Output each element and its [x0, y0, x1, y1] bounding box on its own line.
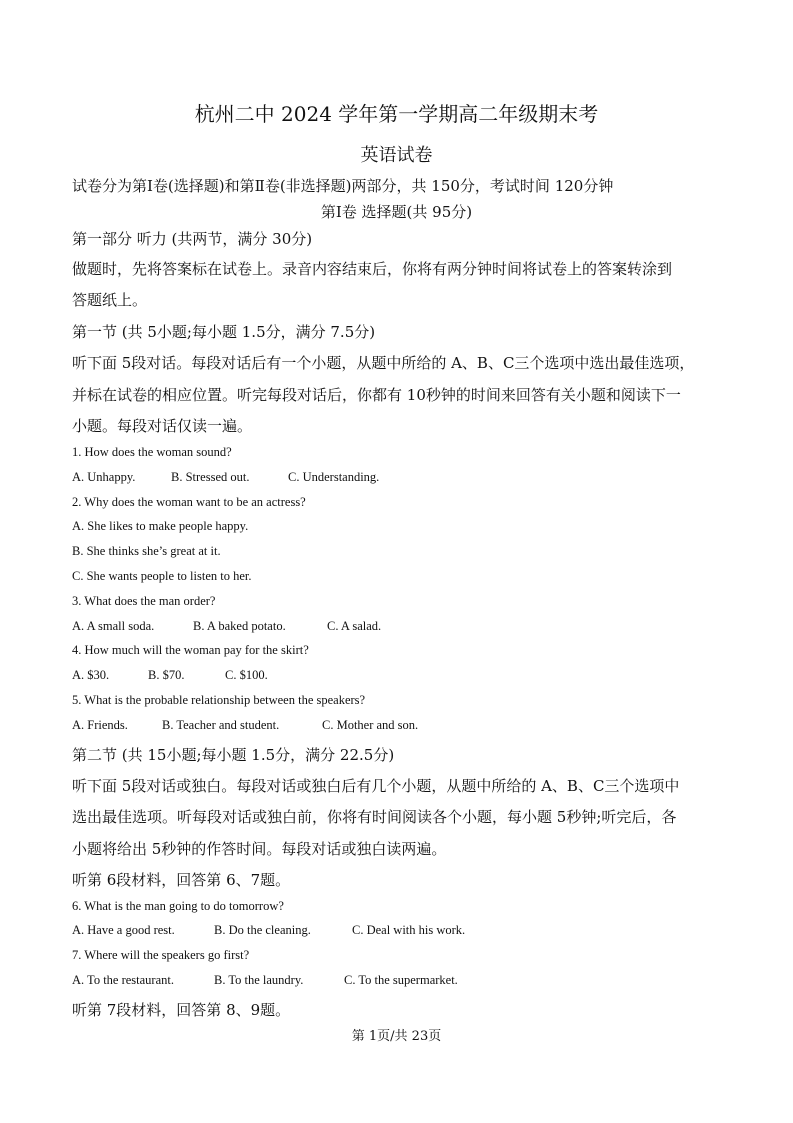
exam-intro: 试卷分为第Ⅰ卷(选择题)和第Ⅱ卷(非选择题)两部分，共 150分，考试时间 120分钟 — [72, 177, 614, 195]
question-1-stem: 1. How does the woman sound? — [72, 445, 232, 459]
question-7-option-b: B. To the laundry. — [214, 973, 304, 987]
question-2-option-c: C. She wants people to listen to her. — [72, 569, 252, 583]
question-2-option-b: B. She thinks she’s great at it. — [72, 544, 221, 558]
question-3-option-b: B. A baked potato. — [193, 619, 286, 633]
question-7-option-c: C. To the supermarket. — [344, 973, 458, 987]
section2-instructions-line1: 听下面 5段对话或独白。每段对话或独白后有几个小题，从题中所给的 A、B、C三个选项中 — [72, 777, 680, 795]
question-1-option-b: B. Stressed out. — [171, 470, 250, 484]
material-6-heading: 听第 6段材料，回答第 6、7题。 — [72, 871, 291, 889]
question-4-option-a: A. $30. — [72, 668, 110, 682]
question-5-option-b: B. Teacher and student. — [162, 718, 280, 732]
section1-instructions-line3: 小题。每段对话仅读一遍。 — [72, 417, 253, 435]
question-6-stem: 6. What is the man going to do tomorrow? — [72, 899, 284, 913]
question-2-option-a: A. She likes to make people happy. — [72, 519, 249, 533]
question-4-options — [72, 668, 268, 683]
question-3-stem: 3. What does the man order? — [72, 594, 216, 608]
question-7-options — [72, 973, 458, 988]
question-3-option-c: C. A salad. — [327, 619, 382, 633]
question-3-options — [72, 619, 381, 634]
page-number: 第 1页/共 23页 — [351, 1029, 442, 1044]
question-3-option-a: A. A small soda. — [72, 619, 155, 633]
question-5-stem: 5. What is the probable relationship between the speakers? — [72, 693, 366, 707]
question-5-option-a: A. Friends. — [72, 718, 128, 732]
question-6-options — [72, 923, 465, 938]
section1-instructions-line2: 并标在试卷的相应位置。听完每段对话后，你都有 10秒钟的时间来回答有关小题和阅读下一 — [72, 386, 681, 404]
question-1-option-a: A. Unhappy. — [72, 470, 136, 484]
question-7-option-a: A. To the restaurant. — [72, 973, 174, 987]
section2-instructions-line3: 小题将给出 5秒钟的作答时间。每段对话或独白读两遍。 — [72, 840, 447, 858]
material-7-heading: 听第 7段材料，回答第 8、9题。 — [72, 1001, 291, 1019]
question-5-options — [72, 718, 418, 733]
question-1-option-c: C. Understanding. — [288, 470, 380, 484]
section1-instructions-line1: 听下面 5段对话。每段对话后有一个小题，从题中所给的 A、B、C三个选项中选出最佳选项， — [72, 354, 695, 372]
part1-instructions-line1: 做题时，先将答案标在试卷上。录音内容结束后，你将有两分钟时间将试卷上的答案转涂到 — [72, 260, 673, 278]
volume-heading: 第Ⅰ卷 选择题(共 95分) — [320, 203, 473, 221]
section2-instructions-line2: 选出最佳选项。听每段对话或独白前，你将有时间阅读各个小题，每小题 5秒钟;听完后，各 — [72, 808, 677, 826]
question-2-stem: 2. Why does the woman want to be an actress? — [72, 495, 306, 509]
exam-subtitle: 英语试卷 — [360, 145, 433, 166]
question-7-stem: 7. Where will the speakers go first? — [72, 948, 250, 962]
question-5-option-c: C. Mother and son. — [322, 718, 419, 732]
question-6-option-a: A. Have a good rest. — [72, 923, 175, 937]
question-4-stem: 4. How much will the woman pay for the skirt? — [72, 643, 309, 657]
part1-heading: 第一部分 听力 (共两节，满分 30分) — [72, 230, 313, 248]
section2-heading: 第二节 (共 15小题;每小题 1.5分，满分 22.5分) — [72, 746, 395, 764]
section1-heading: 第一节 (共 5小题;每小题 1.5分，满分 7.5分) — [72, 323, 376, 341]
question-4-option-c: C. $100. — [225, 668, 268, 682]
question-4-option-b: B. $70. — [148, 668, 185, 682]
question-6-option-b: B. Do the cleaning. — [214, 923, 311, 937]
exam-title: 杭州二中 2024 学年第一学期高二年级期末考 — [194, 102, 599, 126]
question-6-option-c: C. Deal with his work. — [352, 923, 466, 937]
part1-instructions-line2: 答题纸上。 — [72, 291, 148, 309]
question-1-options — [72, 470, 379, 485]
